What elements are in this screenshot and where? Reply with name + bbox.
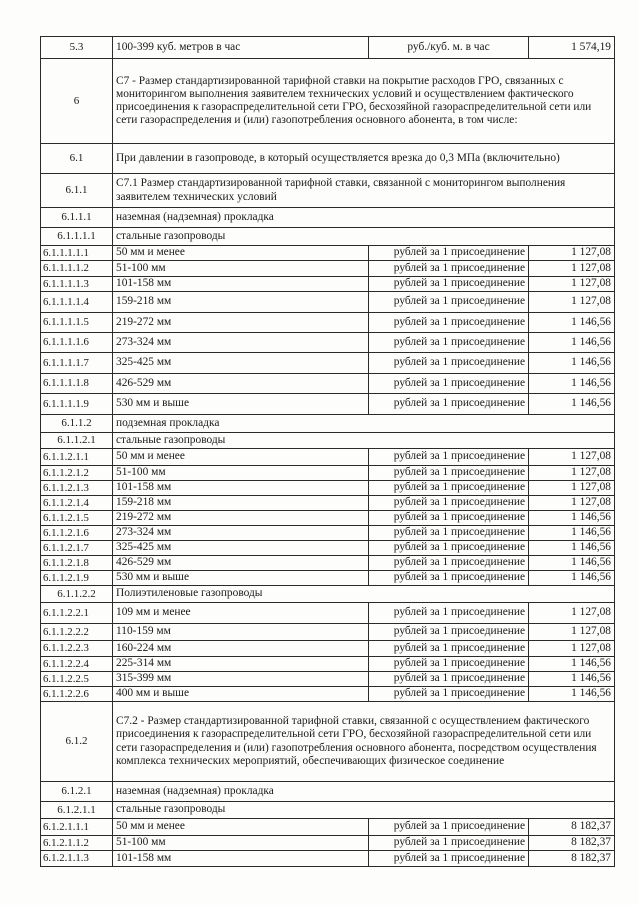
row-description: стальные газопроводы bbox=[113, 802, 615, 819]
row-code: 6.1.1.2.2.1 bbox=[41, 603, 113, 624]
row-value: 1 146,56 bbox=[529, 526, 615, 541]
section-row bbox=[41, 782, 615, 802]
row-value: 1 127,08 bbox=[529, 624, 615, 641]
row-description: 426-529 мм bbox=[113, 556, 369, 571]
row-unit: рублей за 1 присоединение bbox=[369, 353, 529, 374]
table-row bbox=[41, 246, 615, 261]
row-description: 159-218 мм bbox=[113, 496, 369, 511]
row-unit: рублей за 1 присоединение bbox=[369, 313, 529, 333]
table-row bbox=[41, 353, 615, 374]
table-row bbox=[41, 603, 615, 624]
row-code: 6.1.1.1.1.2 bbox=[41, 261, 113, 277]
row-value: 1 146,56 bbox=[529, 672, 615, 687]
row-description: 426-529 мм bbox=[113, 374, 369, 394]
row-unit: рублей за 1 присоединение bbox=[369, 246, 529, 261]
row-value: 1 146,56 bbox=[529, 657, 615, 672]
row-description: 315-399 мм bbox=[113, 672, 369, 687]
row-code: 6.1.1.2.2.6 bbox=[41, 687, 113, 702]
row-unit: рублей за 1 присоединение bbox=[369, 277, 529, 292]
row-value: 1 127,08 bbox=[529, 603, 615, 624]
row-description: наземная (надземная) прокладка bbox=[113, 782, 615, 802]
section-row bbox=[41, 144, 615, 174]
table-row bbox=[41, 624, 615, 641]
row-code: 6.1.1.2.1.2 bbox=[41, 466, 113, 481]
row-value: 1 146,56 bbox=[529, 571, 615, 586]
row-code: 5.3 bbox=[41, 37, 113, 59]
row-value: 1 127,08 bbox=[529, 496, 615, 511]
row-code: 6.1.1.2.2.3 bbox=[41, 641, 113, 657]
row-code: 6.1.2.1 bbox=[41, 782, 113, 802]
row-unit: рублей за 1 присоединение bbox=[369, 687, 529, 702]
row-code: 6.1.1.2.1 bbox=[41, 433, 113, 449]
table-row bbox=[41, 394, 615, 415]
row-unit: рублей за 1 присоединение bbox=[369, 374, 529, 394]
table-row bbox=[41, 466, 615, 481]
row-value: 1 127,08 bbox=[529, 641, 615, 657]
table-row bbox=[41, 449, 615, 466]
section-row bbox=[41, 228, 615, 246]
row-description: стальные газопроводы bbox=[113, 433, 615, 449]
row-description: 51-100 мм bbox=[113, 836, 369, 851]
row-description: 109 мм и менее bbox=[113, 603, 369, 624]
row-unit: рублей за 1 присоединение bbox=[369, 511, 529, 526]
row-description: 530 мм и выше bbox=[113, 394, 369, 415]
row-description: При давлении в газопроводе, в который осуществляется врезка до 0,3 МПа (включительно) bbox=[113, 144, 615, 174]
row-unit: рублей за 1 присоединение bbox=[369, 641, 529, 657]
table-row bbox=[41, 333, 615, 353]
row-description: 50 мм и менее bbox=[113, 449, 369, 466]
row-description: 51-100 мм bbox=[113, 261, 369, 277]
row-value: 1 146,56 bbox=[529, 333, 615, 353]
row-value: 1 127,08 bbox=[529, 292, 615, 313]
row-code: 6.1.1.2.1.8 bbox=[41, 556, 113, 571]
section-row bbox=[41, 59, 615, 144]
row-unit: рублей за 1 присоединение bbox=[369, 394, 529, 415]
section-row bbox=[41, 433, 615, 449]
row-description: С7.1 Размер стандартизированной тарифной ставки, связанной с мониторингом выполнения заявителем технических условий bbox=[113, 174, 615, 208]
row-unit: рублей за 1 присоединение bbox=[369, 466, 529, 481]
row-description: С7.2 - Размер стандартизированной тарифной ставки, связанной с осуществлением фактического присоединения к газораспределительной сети ГРО, бесхозяйной газораспределительной сети или сети газораспределения и (или) газопотребления основного абонента, посредством осуществления комплекса технических мероприятий, обеспечивающих физическое соединение bbox=[113, 702, 615, 782]
table-row bbox=[41, 496, 615, 511]
row-description: 400 мм и выше bbox=[113, 687, 369, 702]
tariff-table bbox=[40, 36, 615, 867]
row-code: 6.1.1.2.2 bbox=[41, 586, 113, 603]
row-value: 1 146,56 bbox=[529, 687, 615, 702]
row-value: 8 182,37 bbox=[529, 851, 615, 867]
row-unit: рублей за 1 присоединение bbox=[369, 541, 529, 556]
row-code: 6.1.2 bbox=[41, 702, 113, 782]
row-value: 1 574,19 bbox=[529, 37, 615, 59]
row-code: 6.1.1.1.1.9 bbox=[41, 394, 113, 415]
row-code: 6.1.1.2.1.7 bbox=[41, 541, 113, 556]
row-code: 6.1 bbox=[41, 144, 113, 174]
row-unit: рублей за 1 присоединение bbox=[369, 836, 529, 851]
row-description: 225-314 мм bbox=[113, 657, 369, 672]
table-row bbox=[41, 851, 615, 867]
row-code: 6.1.1 bbox=[41, 174, 113, 208]
row-code: 6.1.1.1.1.3 bbox=[41, 277, 113, 292]
row-code: 6.1.1.2.1.5 bbox=[41, 511, 113, 526]
table-row bbox=[41, 526, 615, 541]
section-row bbox=[41, 208, 615, 228]
row-value: 1 127,08 bbox=[529, 277, 615, 292]
section-row bbox=[41, 174, 615, 208]
row-code: 6 bbox=[41, 59, 113, 144]
row-unit: рублей за 1 присоединение bbox=[369, 292, 529, 313]
row-value: 1 146,56 bbox=[529, 556, 615, 571]
row-description: 110-159 мм bbox=[113, 624, 369, 641]
row-value: 1 127,08 bbox=[529, 261, 615, 277]
row-code: 6.1.1.1 bbox=[41, 208, 113, 228]
row-code: 6.1.1.1.1.5 bbox=[41, 313, 113, 333]
row-description: стальные газопроводы bbox=[113, 228, 615, 246]
table-row bbox=[41, 819, 615, 836]
tariff-table-body bbox=[41, 37, 615, 867]
row-unit: рублей за 1 присоединение bbox=[369, 672, 529, 687]
row-value: 8 182,37 bbox=[529, 819, 615, 836]
row-value: 1 127,08 bbox=[529, 466, 615, 481]
row-value: 1 146,56 bbox=[529, 374, 615, 394]
row-code: 6.1.1.1.1.7 bbox=[41, 353, 113, 374]
row-value: 8 182,37 bbox=[529, 836, 615, 851]
table-row bbox=[41, 687, 615, 702]
row-code: 6.1.2.1.1.3 bbox=[41, 851, 113, 867]
row-value: 1 127,08 bbox=[529, 246, 615, 261]
row-value: 1 127,08 bbox=[529, 449, 615, 466]
row-unit: рублей за 1 присоединение bbox=[369, 449, 529, 466]
row-code: 6.1.1.2.2.5 bbox=[41, 672, 113, 687]
row-description: 100-399 куб. метров в час bbox=[113, 37, 369, 59]
row-unit: рублей за 1 присоединение bbox=[369, 851, 529, 867]
row-unit: рублей за 1 присоединение bbox=[369, 603, 529, 624]
row-unit: рублей за 1 присоединение bbox=[369, 333, 529, 353]
table-row bbox=[41, 571, 615, 586]
row-code: 6.1.1.2.1.1 bbox=[41, 449, 113, 466]
row-code: 6.1.1.2.2.4 bbox=[41, 657, 113, 672]
table-row bbox=[41, 556, 615, 571]
table-row bbox=[41, 511, 615, 526]
row-code: 6.1.1.1.1.8 bbox=[41, 374, 113, 394]
row-value: 1 146,56 bbox=[529, 541, 615, 556]
row-description: 273-324 мм bbox=[113, 333, 369, 353]
row-description: подземная прокладка bbox=[113, 415, 615, 433]
row-unit: рублей за 1 присоединение bbox=[369, 819, 529, 836]
row-value: 1 146,56 bbox=[529, 313, 615, 333]
row-code: 6.1.2.1.1.1 bbox=[41, 819, 113, 836]
section-row bbox=[41, 702, 615, 782]
row-code: 6.1.1.1.1 bbox=[41, 228, 113, 246]
row-code: 6.1.1.2.1.4 bbox=[41, 496, 113, 511]
row-code: 6.1.1.1.1.4 bbox=[41, 292, 113, 313]
row-unit: рублей за 1 присоединение bbox=[369, 657, 529, 672]
section-row bbox=[41, 586, 615, 603]
table-row bbox=[41, 292, 615, 313]
table-row bbox=[41, 374, 615, 394]
row-description: 101-158 мм bbox=[113, 481, 369, 496]
row-code: 6.1.1.2 bbox=[41, 415, 113, 433]
section-row bbox=[41, 802, 615, 819]
row-value: 1 146,56 bbox=[529, 394, 615, 415]
row-value: 1 146,56 bbox=[529, 511, 615, 526]
row-description: 159-218 мм bbox=[113, 292, 369, 313]
table-row bbox=[41, 657, 615, 672]
row-description: 273-324 мм bbox=[113, 526, 369, 541]
row-unit: руб./куб. м. в час bbox=[369, 37, 529, 59]
table-row bbox=[41, 37, 615, 59]
table-row bbox=[41, 481, 615, 496]
row-description: 325-425 мм bbox=[113, 353, 369, 374]
row-code: 6.1.1.2.2.2 bbox=[41, 624, 113, 641]
row-code: 6.1.1.2.1.6 bbox=[41, 526, 113, 541]
row-description: Полиэтиленовые газопроводы bbox=[113, 586, 615, 603]
row-description: 530 мм и выше bbox=[113, 571, 369, 586]
row-description: 219-272 мм bbox=[113, 511, 369, 526]
table-row bbox=[41, 313, 615, 333]
row-description: 51-100 мм bbox=[113, 466, 369, 481]
row-unit: рублей за 1 присоединение bbox=[369, 261, 529, 277]
row-unit: рублей за 1 присоединение bbox=[369, 556, 529, 571]
table-row bbox=[41, 261, 615, 277]
row-code: 6.1.2.1.1.2 bbox=[41, 836, 113, 851]
row-unit: рублей за 1 присоединение bbox=[369, 481, 529, 496]
row-description: 101-158 мм bbox=[113, 277, 369, 292]
row-code: 6.1.1.1.1.6 bbox=[41, 333, 113, 353]
row-description: 50 мм и менее bbox=[113, 246, 369, 261]
row-description: 160-224 мм bbox=[113, 641, 369, 657]
row-description: 101-158 мм bbox=[113, 851, 369, 867]
row-description: 325-425 мм bbox=[113, 541, 369, 556]
table-row bbox=[41, 836, 615, 851]
table-row bbox=[41, 541, 615, 556]
table-row bbox=[41, 277, 615, 292]
row-description: 219-272 мм bbox=[113, 313, 369, 333]
table-row bbox=[41, 672, 615, 687]
row-description: С7 - Размер стандартизированной тарифной ставки на покрытие расходов ГРО, связанных с мониторингом выполнения заявителем технических условий и осуществлением фактического присоединения к газораспределительной сети ГРО, бесхозяйной газораспределительной сети или сети газораспределения и (или) газопотребления основного абонента, в том числе: bbox=[113, 59, 615, 144]
row-code: 6.1.1.2.1.3 bbox=[41, 481, 113, 496]
row-value: 1 146,56 bbox=[529, 353, 615, 374]
row-code: 6.1.1.1.1.1 bbox=[41, 246, 113, 261]
row-description: 50 мм и менее bbox=[113, 819, 369, 836]
table-row bbox=[41, 641, 615, 657]
section-row bbox=[41, 415, 615, 433]
row-unit: рублей за 1 присоединение bbox=[369, 624, 529, 641]
row-description: наземная (надземная) прокладка bbox=[113, 208, 615, 228]
row-unit: рублей за 1 присоединение bbox=[369, 571, 529, 586]
row-unit: рублей за 1 присоединение bbox=[369, 496, 529, 511]
row-code: 6.1.2.1.1 bbox=[41, 802, 113, 819]
row-unit: рублей за 1 присоединение bbox=[369, 526, 529, 541]
row-value: 1 127,08 bbox=[529, 481, 615, 496]
row-code: 6.1.1.2.1.9 bbox=[41, 571, 113, 586]
